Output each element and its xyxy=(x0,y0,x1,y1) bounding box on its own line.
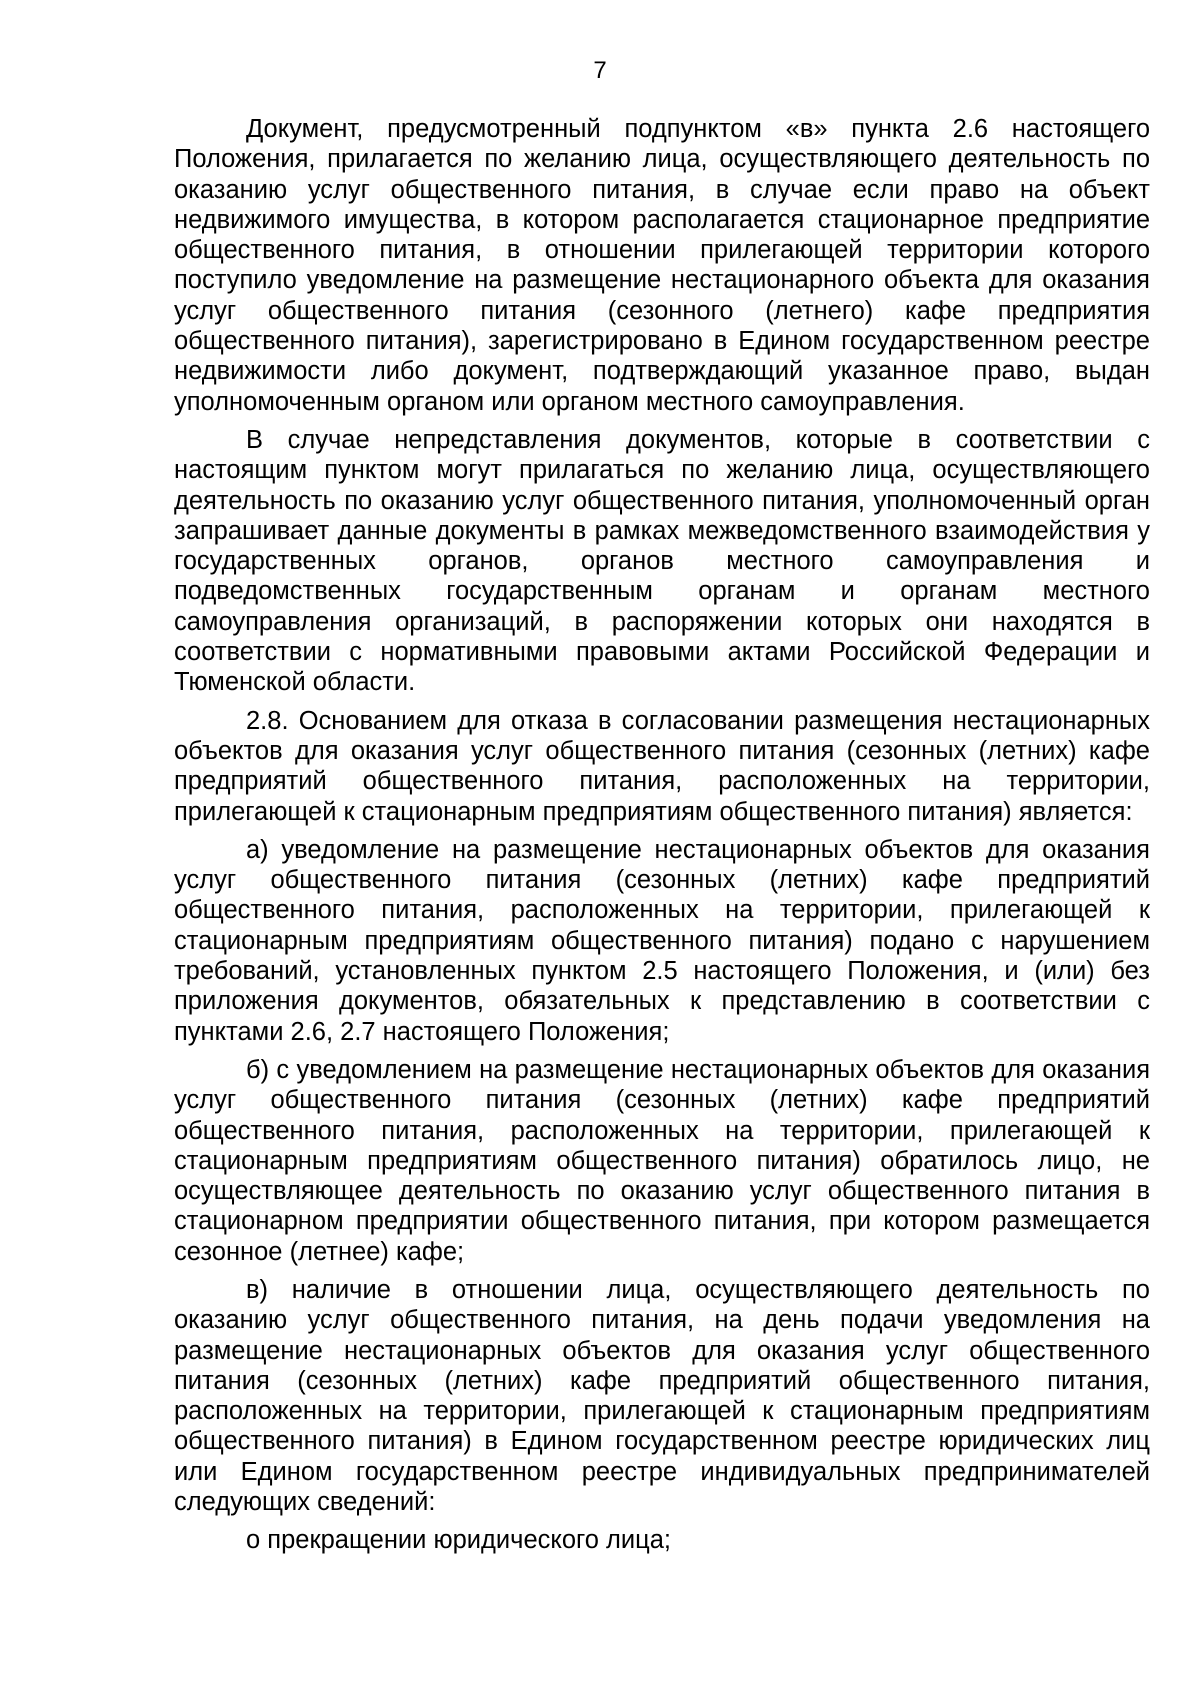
paragraph-item-a: а) уведомление на размещение нестационарных объектов для оказания услуг общественного питания (сезонных (летних) кафе предприятий общественного питания, расположенных на территории, прилегающей к стационарным предприятиям общественного питания) подано с нарушением требований, установленных пунктом 2.5 настоящего Положения, и (или) без приложения документов, обязательных к представлению в соответствии с пунктами 2.6, 2.7 настоящего Положения; xyxy=(174,835,1150,1046)
paragraph-interagency-request: В случае непредставления документов, которые в соответствии с настоящим пунктом могут прилагаться по желанию лица, осуществляющего деятельность по оказанию услуг общественного питания, уполномоченный орган запрашивает данные документы в рамках межведомственного взаимодействия у государственных органов, органов местного самоуправления и подведомственных государственным органам и органам местного самоуправления организаций, в распоряжении которых они находятся в соответствии с нормативными правовыми актами Российской Федерации и Тюменской области. xyxy=(174,425,1150,697)
page-number: 7 xyxy=(593,57,607,84)
paragraph-item-v: в) наличие в отношении лица, осуществляющего деятельность по оказанию услуг общественного питания, на день подачи уведомления на размещение нестационарных объектов для оказания услуг общественного питания (сезонных (летних) кафе предприятий общественного питания, расположенных на территории, прилегающей к стационарным предприятиям общественного питания) в Едином государственном реестре юридических лиц или Едином государственном реестре индивидуальных предпринимателей следующих сведений: xyxy=(174,1275,1150,1517)
paragraph-document-attachment: Документ, предусмотренный подпунктом «в» пункта 2.6 настоящего Положения, прилагается по желанию лица, осуществляющего деятельность по оказанию услуг общественного питания, в случае если право на объект недвижимого имущества, в котором располагается стационарное предприятие общественного питания, в отношении прилегающей территории которого поступило уведомление на размещение нестационарного объекта для оказания услуг общественного питания (сезонного (летнего) кафе предприятия общественного питания), зарегистрировано в Едином государственном реестре недвижимости либо документ, подтверждающий указанное право, выдан уполномоченным органом или органом местного самоуправления. xyxy=(174,115,1150,416)
paragraph-item-b: б) с уведомлением на размещение нестационарных объектов для оказания услуг общественного питания (сезонных (летних) кафе предприятий общественного питания, расположенных на территории, прилегающей к стационарным предприятиям общественного питания) обратилось лицо, не осуществляющее деятельность по оказанию услуг общественного питания в стационарном предприятии общественного питания, при котором размещается сезонное (летнее) кафе; xyxy=(174,1055,1150,1266)
paragraph-termination: о прекращении юридического лица; xyxy=(246,1526,672,1555)
document-body xyxy=(174,114,1150,1564)
paragraph-refusal-grounds: 2.8. Основанием для отказа в согласовании размещения нестационарных объектов для оказания услуг общественного питания (сезонных (летних) кафе предприятий общественного питания, расположенных на территории, прилегающей к стационарным предприятиям общественного питания) является: xyxy=(174,706,1150,826)
